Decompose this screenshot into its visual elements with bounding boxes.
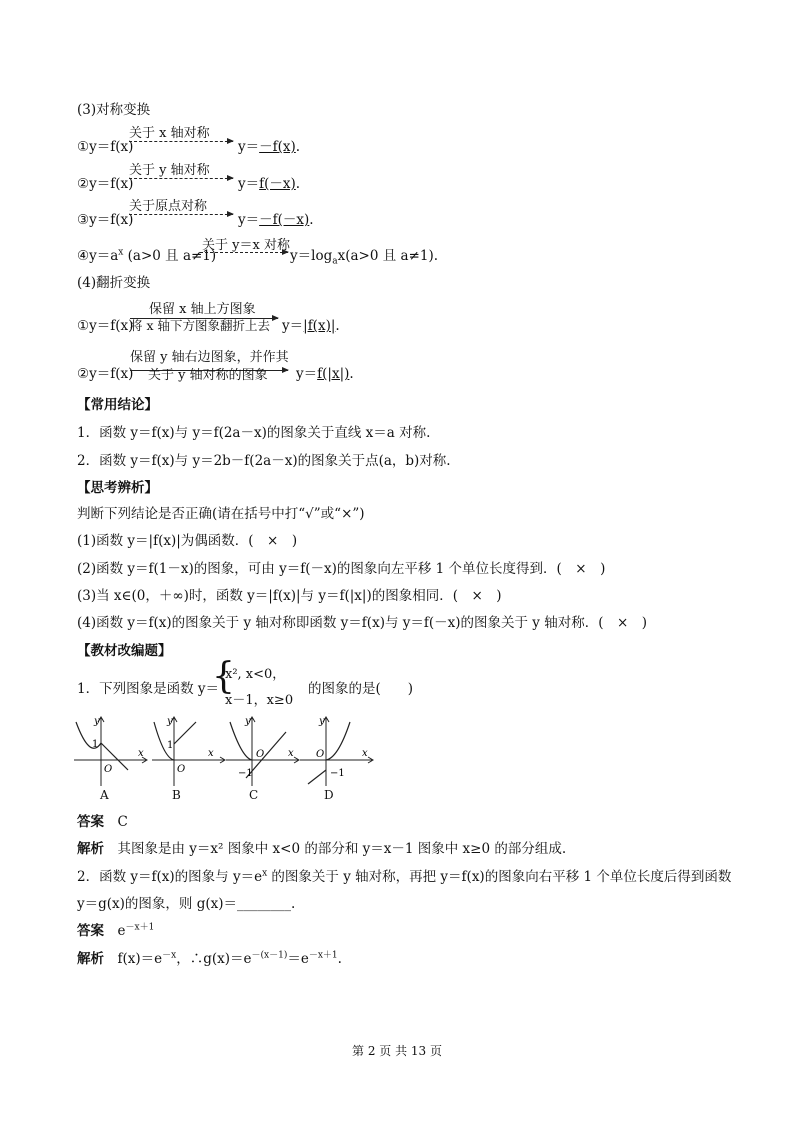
y-axis-label: y	[167, 716, 173, 727]
item-pre: $④y=a^x$ (a>0 且 a≠1)	[77, 247, 217, 264]
item-pre: ①y＝f(x)	[77, 318, 134, 334]
item-pre: ②y＝f(x)	[77, 366, 134, 382]
neg-one-label: −1	[330, 768, 345, 779]
arrow-label-bottom: 将 x 轴下方图象翻折上去	[130, 318, 270, 333]
x-axis-label: x	[362, 748, 368, 759]
brace-icon: {	[212, 656, 235, 697]
graph-c-label: C	[249, 788, 259, 802]
y-axis-label: y	[245, 716, 251, 727]
one-label: 1	[167, 740, 174, 751]
arrow-label: 关于 y 轴对称	[129, 163, 210, 178]
graph-d-label: D	[324, 788, 334, 802]
neg-one-label: −1	[238, 768, 253, 779]
arrow-label: 关于原点对称	[129, 199, 208, 214]
result: －f(－x)	[259, 212, 310, 228]
flip-heading: (4)翻折变换	[77, 275, 151, 291]
item-pre: ②y＝f(x)	[77, 176, 134, 192]
arrow-label-top: 保留 x 轴上方图象	[149, 302, 256, 317]
arrow-label-top: 保留 y 轴右边图象，并作其	[130, 350, 289, 365]
q1-pre: 1．下列图象是函数 y＝	[77, 681, 220, 697]
item-pre: ①y＝f(x)	[77, 139, 134, 155]
graph-d	[296, 714, 376, 790]
result: f(|x|)	[317, 366, 350, 382]
item-pre: ③y＝f(x)	[77, 212, 134, 228]
arrow-label: 关于 x 轴对称	[129, 126, 210, 141]
think-item-1: (1)函数 y＝|f(x)|为偶函数．( × )	[77, 533, 298, 549]
q1-case2: x－1，x≥0	[225, 693, 294, 708]
right-arrow-icon	[129, 178, 233, 179]
x-axis-label: x	[288, 748, 294, 759]
q1-case1: x², x<0，	[225, 667, 286, 682]
q1-answer: 答案 C	[77, 814, 128, 830]
graph-c	[222, 714, 302, 790]
y-axis-label: y	[94, 716, 100, 727]
one-label: 1	[92, 739, 99, 750]
q2-line2: y＝g(x)的图象，则 g(x)＝________.	[77, 896, 296, 912]
x-axis-label: x	[208, 748, 214, 759]
right-arrow-icon	[129, 214, 233, 215]
item-post: y＝f(－x).	[238, 176, 301, 192]
x-axis-label: x	[138, 748, 144, 759]
right-arrow-icon	[129, 141, 233, 142]
y-axis-label: y	[319, 716, 325, 727]
item-post: y＝－f(－x).	[238, 212, 314, 228]
conclusion-1: 1．函数 y＝f(x)与 y＝f(2a－x)的图象关于直线 x＝a 对称.	[77, 425, 431, 441]
conclusion-2: 2．函数 y＝f(x)与 y＝2b－f(2a－x)的图象关于点(a，b)对称.	[77, 453, 451, 469]
q1-post: 的图象的是( )	[308, 681, 414, 697]
conclusions-heading: 【常用结论】	[77, 397, 158, 413]
origin-label: O	[104, 764, 113, 775]
graph-b	[146, 714, 226, 790]
origin-label: O	[177, 764, 186, 775]
item-post: y＝f(|x|).	[296, 366, 354, 382]
think-item-2: (2)函数 y＝f(1－x)的图象，可由 y＝f(－x)的图象向左平移 1 个单位长度得到．( × )	[77, 561, 606, 577]
arrow-label-bottom: 关于 y 轴对称的图象	[148, 368, 268, 383]
origin-label: O	[256, 749, 265, 760]
graph-b-label: B	[172, 788, 181, 802]
think-item-3: (3)当 x∈(0，＋∞)时，函数 y＝|f(x)|与 y＝f(|x|)的图象相同．( × )	[77, 588, 502, 604]
symmetry-heading: (3)对称变换	[77, 102, 151, 118]
q2-answer: 答案 $e^{-x+1}$	[77, 922, 155, 939]
q2-analysis: 解析 $f(x)=e^{-x}$，$\therefore g(x)=e^{-(x-1)}=e^{-x+1}$.	[77, 950, 342, 967]
textbook-heading: 【教材改编题】	[77, 643, 172, 659]
result: |f(x)|	[303, 318, 336, 334]
right-arrow-icon	[200, 252, 288, 253]
arrow-label: 关于 y＝x 对称	[202, 238, 290, 253]
q1-analysis: 解析 其图象是由 y＝x² 图象中 x<0 的部分和 y＝x－1 图象中 x≥0 的部分组成.	[77, 841, 567, 857]
graph-a-label: A	[100, 788, 109, 802]
result: f(－x)	[259, 176, 296, 192]
think-intro: 判断下列结论是否正确(请在括号中打“√”或“×”)	[77, 506, 365, 522]
think-item-4: (4)函数 y＝f(x)的图象关于 y 轴对称即函数 y＝f(x)与 y＝f(－x)的图象关于 y 轴对称．( × )	[77, 615, 648, 631]
result: －f(x)	[259, 139, 296, 155]
graph-a	[68, 714, 148, 790]
item-post: $y=\log_ax(a>0$ 且 a≠1).	[290, 248, 439, 267]
think-heading: 【思考辨析】	[77, 480, 158, 496]
item-post: y＝－f(x).	[238, 139, 301, 155]
q2-line1: 2．函数 y＝f(x)的图象与 $y=e^x$ 的图象关于 y 轴对称，再把 y＝f(x)的图象向右平移 1 个单位长度后得到函数	[77, 868, 732, 885]
origin-label: O	[316, 749, 325, 760]
item-post: y＝|f(x)|.	[282, 318, 340, 334]
page-footer: 第 2 页 共 13 页	[352, 1044, 442, 1058]
